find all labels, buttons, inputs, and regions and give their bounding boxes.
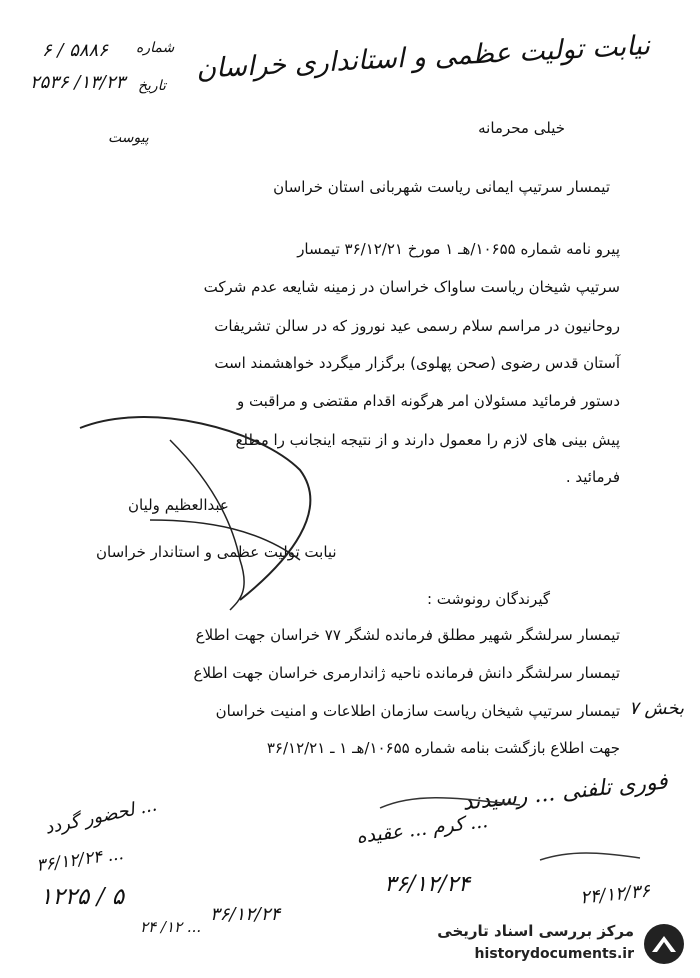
- watermark-url: historydocuments.ir: [474, 946, 634, 962]
- handwritten-note-left-1: ... لحضور گردد: [43, 794, 159, 839]
- classification: خیلی محرمانه: [478, 119, 565, 137]
- body-line: پیرو نامه شماره ۱۰۶۵۵/هـ ۱ مورخ ۳۶/۱۲/۲۱ تیمسار: [297, 240, 620, 258]
- copies-line: تیمسار سرتیپ شیخان ریاست سازمان اطلاعات و امنیت خراسان: [215, 702, 620, 720]
- watermark: [412, 918, 692, 972]
- watermark-name: مرکز بررسی اسناد تاریخی: [437, 922, 634, 940]
- copies-heading: گیرندگان رونوشت :: [426, 590, 550, 608]
- copies-line: تیمسار سرلشگر شهیر مطلق فرمانده لشگر ۷۷ خراسان جهت اطلاع: [195, 626, 620, 644]
- recipient: تیمسار سرتیپ ایمانی ریاست شهربانی استان خراسان: [273, 178, 610, 196]
- date-label: تاریخ: [138, 78, 166, 94]
- body-line: سرتیپ شیخان ریاست ساواک خراسان در زمینه شایعه عدم شرکت: [203, 278, 620, 296]
- handwritten-date-middle: ۳۶/۱۲/۲۴: [384, 872, 470, 897]
- handwritten-sign-left: ... ۱۲/ ۲۴: [140, 918, 202, 936]
- handwritten-note-middle: ... کرم ... عقیده: [354, 810, 489, 848]
- handwritten-date-left: ۳۶/۱۲/۲۴: [210, 904, 281, 925]
- copies-line: تیمسار سرلشگر دانش فرمانده ناحیه ژاندارمری خراسان جهت اطلاع: [193, 664, 620, 682]
- number-value: ۵۸۸۶ / ۶: [42, 40, 108, 61]
- watermark-logo-icon: [642, 922, 686, 966]
- copies-margin-note: بخش ۷: [629, 698, 684, 719]
- copies-line: جهت اطلاع بازگشت بنامه شماره ۱۰۶۵۵/هـ ۱ ـ ۳۶/۱۲/۲۱: [266, 739, 620, 757]
- handwritten-note-left-2: ... ۳۶/۱۲/۲۴: [35, 843, 125, 877]
- signatory-title: نیابت تولیت عظمی و استاندار خراسان: [96, 543, 337, 561]
- number-label: شماره: [136, 40, 175, 56]
- body-line: دستور فرمائید مسئولان امر هرگونه اقدام مقتضی و مراقبت و: [236, 392, 620, 410]
- letterhead-title: نیابت تولیت عظمی و استانداری خراسان: [195, 30, 651, 85]
- body-line: روحانیون در مراسم سلام رسمی عید نوروز که در سالن تشریفات: [214, 317, 620, 335]
- handwritten-note-top-right: فوری تلفنی ... رسیدند: [461, 769, 669, 816]
- body-line: پیش بینی های لازم را معمول دارند و از نتیجه اینجانب را مطلع: [235, 431, 620, 449]
- body-line: آستان قدس رضوی (صحن پهلوی) برگزار میگردد خواهشمند است: [214, 354, 620, 372]
- signatory-name: عبدالعظیم ولیان: [128, 496, 229, 514]
- date-value: ۱۳/۲۳/ ۲۵۳۶: [30, 72, 126, 93]
- attachment-label: پیوست: [108, 130, 149, 146]
- handwritten-number-left: ۵ / ۱۲۲۵: [40, 884, 125, 910]
- body-line: فرمائید .: [565, 468, 620, 486]
- handwritten-date-right: ۲۴/۱۲/۳۶: [578, 880, 651, 909]
